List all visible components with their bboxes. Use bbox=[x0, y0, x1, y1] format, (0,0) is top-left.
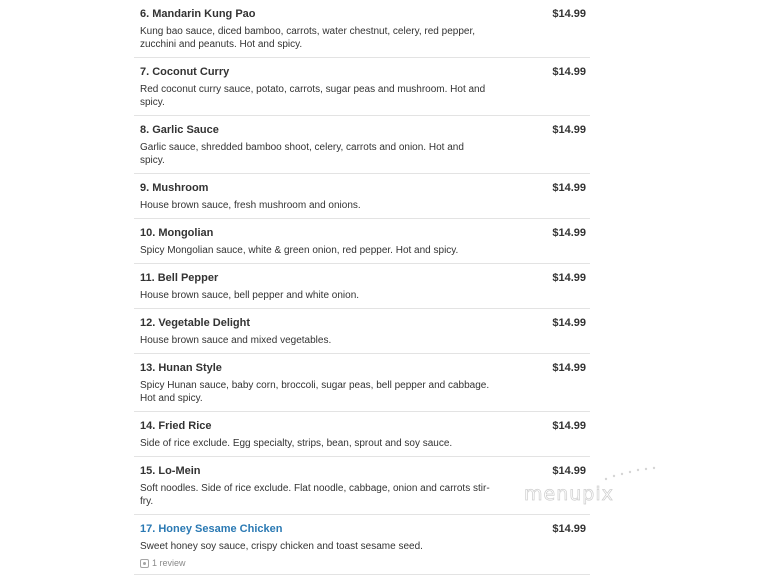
menu-item-header bbox=[140, 65, 590, 79]
menu-item bbox=[134, 412, 590, 457]
menu-item-description: Spicy Mongolian sauce, white & green onion, red pepper. Hot and spicy. bbox=[140, 245, 459, 256]
menu-item-name: 7. Coconut Curry bbox=[140, 66, 230, 78]
menu-item bbox=[134, 58, 590, 116]
menu-item-name: 13. Hunan Style bbox=[140, 362, 222, 374]
menu-item-price: $14.99 bbox=[552, 227, 586, 239]
menu-item-header bbox=[140, 226, 590, 240]
menu-item-header bbox=[140, 7, 590, 21]
menu-item-name: 14. Fried Rice bbox=[140, 420, 212, 432]
menu-item-price: $14.99 bbox=[552, 182, 586, 194]
menu-item-price: $14.99 bbox=[552, 66, 586, 78]
menu-item-description: Soft noodles. Side of rice exclude. Flat noodle, cabbage, onion and carrots stir-fry. bbox=[140, 483, 490, 507]
menu-item bbox=[134, 116, 590, 174]
menu-item-header bbox=[140, 522, 590, 536]
menu-item-name: 12. Vegetable Delight bbox=[140, 317, 251, 329]
menu-item-header bbox=[140, 361, 590, 375]
menu-item bbox=[134, 309, 590, 354]
menu-item-name: 8. Garlic Sauce bbox=[140, 124, 219, 136]
menu-item-description: Red coconut curry sauce, potato, carrots, sugar peas and mushroom. Hot and spicy. bbox=[140, 84, 486, 108]
menu-item bbox=[134, 0, 590, 58]
menu-item-description: House brown sauce, fresh mushroom and onions. bbox=[140, 200, 361, 211]
menu-item-description: Sweet honey soy sauce, crispy chicken and toast sesame seed. bbox=[140, 541, 423, 552]
menu-list bbox=[134, 0, 590, 575]
menu-item-name: 15. Lo-Mein bbox=[140, 465, 201, 477]
review-link[interactable] bbox=[140, 558, 590, 568]
menu-item-header bbox=[140, 464, 590, 478]
menupix-watermark: menupix bbox=[524, 483, 614, 505]
menu-item bbox=[134, 264, 590, 309]
menu-item-name: 11. Bell Pepper bbox=[140, 272, 219, 284]
menu-item-header bbox=[140, 419, 590, 433]
menu-item-price: $14.99 bbox=[552, 465, 586, 477]
menu-item bbox=[134, 457, 590, 515]
menu-item bbox=[134, 515, 590, 575]
menu-item-name: 6. Mandarin Kung Pao bbox=[140, 8, 256, 20]
menu-item-description: Garlic sauce, shredded bamboo shoot, celery, carrots and onion. Hot and spicy. bbox=[140, 142, 464, 166]
review-count: 1 review bbox=[152, 558, 186, 568]
menu-item-header bbox=[140, 181, 590, 195]
menu-item-description: Kung bao sauce, diced bamboo, carrots, water chestnut, celery, red pepper, zucchini and peanuts. Hot and spicy. bbox=[140, 26, 476, 50]
menu-item bbox=[134, 219, 590, 264]
menu-item bbox=[134, 354, 590, 412]
menu-item-name-link[interactable]: 17. Honey Sesame Chicken bbox=[140, 523, 283, 535]
menu-item-description: Spicy Hunan sauce, baby corn, broccoli, sugar peas, bell pepper and cabbage. Hot and spicy. bbox=[140, 380, 490, 404]
watermark-dots bbox=[602, 463, 662, 483]
menu-item bbox=[134, 174, 590, 219]
menu-item-header bbox=[140, 123, 590, 137]
menu-item-header bbox=[140, 316, 590, 330]
review-icon bbox=[140, 559, 149, 568]
menu-item-price: $14.99 bbox=[552, 124, 586, 136]
menu-item-price: $14.99 bbox=[552, 317, 586, 329]
menu-item-description: Side of rice exclude. Egg specialty, strips, bean, sprout and soy sauce. bbox=[140, 438, 453, 449]
menu-item-price: $14.99 bbox=[552, 362, 586, 374]
menu-item-price: $14.99 bbox=[552, 272, 586, 284]
menu-item-name: 9. Mushroom bbox=[140, 182, 209, 194]
menu-item-name: 10. Mongolian bbox=[140, 227, 214, 239]
menu-item-price: $14.99 bbox=[552, 8, 586, 20]
menu-item-price: $14.99 bbox=[552, 420, 586, 432]
menu-item-price: $14.99 bbox=[552, 523, 586, 535]
menu-item-description: House brown sauce, bell pepper and white onion. bbox=[140, 290, 360, 301]
menu-item-header bbox=[140, 271, 590, 285]
menu-item-description: House brown sauce and mixed vegetables. bbox=[140, 335, 332, 346]
